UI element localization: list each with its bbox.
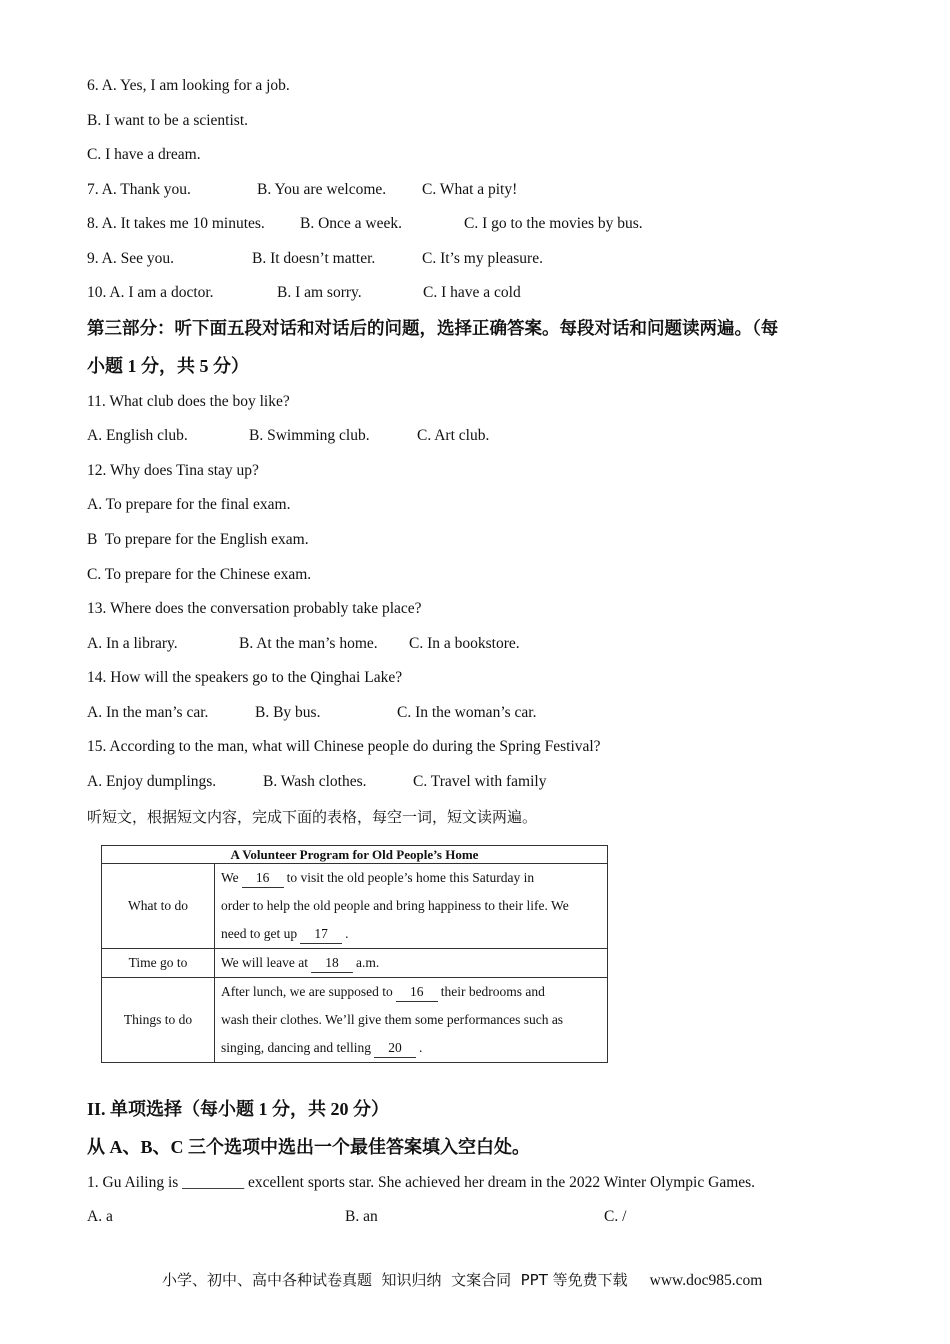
- q7-option-a: 7. A. Thank you.: [87, 181, 191, 198]
- q8-option-a: 8. A. It takes me 10 minutes.: [87, 215, 265, 232]
- table-title: A Volunteer Program for Old People’s Home: [102, 846, 608, 864]
- q10-option-a: 10. A. I am a doctor.: [87, 284, 214, 301]
- blank-16b: 16: [396, 983, 438, 1002]
- q10-option-c: C. I have a cold: [423, 284, 521, 301]
- q12-option-a: A. To prepare for the final exam.: [87, 496, 291, 513]
- blank-16: 16: [242, 869, 284, 888]
- q14-question: 14. How will the speakers go to the Qinghai Lake?: [87, 669, 403, 686]
- q15-option-a: A. Enjoy dumplings.: [87, 773, 217, 790]
- q12-option-b: B To prepare for the English exam.: [87, 531, 309, 548]
- row-label-things-to-do: Things to do: [102, 978, 215, 1063]
- part4-instruction: 听短文，根据短文内容，完成下面的表格，每空一词，短文读两遍。: [87, 808, 538, 826]
- q8-option-b: B. Once a week.: [300, 215, 402, 232]
- q12-option-c: C. To prepare for the Chinese exam.: [87, 566, 312, 583]
- q6-option-c: C. I have a dream.: [87, 146, 201, 163]
- q12-question: 12. Why does Tina stay up?: [87, 462, 259, 479]
- q8-option-c: C. I go to the movies by bus.: [464, 215, 643, 232]
- footer-url[interactable]: www.doc985.com: [649, 1272, 763, 1289]
- row-label-time-go-to: Time go to: [102, 949, 215, 978]
- q15-option-c: C. Travel with family: [413, 773, 547, 790]
- part3-heading-line2: 小题 1 分，共 5 分）: [87, 356, 249, 376]
- section2-heading: II. 单项选择（每小题 1 分，共 20 分）: [87, 1099, 390, 1119]
- q6-option-a: 6. A. Yes, I am looking for a job.: [87, 77, 290, 94]
- section2-subheading: 从 A、B、C 三个选项中选出一个最佳答案填入空白处。: [87, 1137, 531, 1157]
- row-label-what-to-do: What to do: [102, 864, 215, 949]
- footer-text: 小学、初中、高中各种试卷真题 知识归纳 文案合同 PPT 等免费下载: [162, 1271, 628, 1289]
- q11-option-c: C. Art club.: [417, 427, 490, 444]
- row-content-time-go-to: We will leave at 18 a.m.: [215, 949, 608, 978]
- row-content-what-to-do: We 16 to visit the old people’s home this Saturday in order to help the old people and bring happiness to their life. We need to get up 17 .: [215, 864, 608, 949]
- s2-q1-option-c: C. /: [604, 1208, 627, 1225]
- q9-option-b: B. It doesn’t matter.: [252, 250, 376, 267]
- q7-option-b: B. You are welcome.: [257, 181, 387, 198]
- q14-option-a: A. In the man’s car.: [87, 704, 209, 721]
- blank-20: 20: [374, 1039, 416, 1058]
- q15-question: 15. According to the man, what will Chinese people do during the Spring Festival?: [87, 738, 601, 755]
- q13-option-c: C. In a bookstore.: [409, 635, 520, 652]
- q15-option-b: B. Wash clothes.: [263, 773, 367, 790]
- q6-option-b: B. I want to be a scientist.: [87, 112, 248, 129]
- s2-q1-option-a: A. a: [87, 1208, 113, 1225]
- q7-option-c: C. What a pity!: [422, 181, 518, 198]
- q13-option-b: B. At the man’s home.: [239, 635, 378, 652]
- page-footer: [162, 1269, 762, 1290]
- q11-option-b: B. Swimming club.: [249, 427, 370, 444]
- q13-option-a: A. In a library.: [87, 635, 178, 652]
- row-content-things-to-do: After lunch, we are supposed to 16 their bedrooms and wash their clothes. We’ll give them some performances such as singing, dancing and telling 20 .: [215, 978, 608, 1063]
- q9-option-a: 9. A. See you.: [87, 250, 174, 267]
- q14-option-c: C. In the woman’s car.: [397, 704, 537, 721]
- part3-heading-line1: 第三部分：听下面五段对话和对话后的问题，选择正确答案。每段对话和问题读两遍。（每: [87, 318, 779, 338]
- blank-18: 18: [311, 954, 353, 973]
- q11-question: 11. What club does the boy like?: [87, 393, 290, 410]
- q9-option-c: C. It’s my pleasure.: [422, 250, 543, 267]
- q10-option-b: B. I am sorry.: [277, 284, 362, 301]
- s2-q1-option-b: B. an: [345, 1208, 378, 1225]
- volunteer-table: [101, 845, 608, 1063]
- q14-option-b: B. By bus.: [255, 704, 321, 721]
- q11-option-a: A. English club.: [87, 427, 188, 444]
- blank-17: 17: [300, 925, 342, 944]
- s2-q1-question: 1. Gu Ailing is ________ excellent sports star. She achieved her dream in the 2022 Winter Olympic Games.: [87, 1174, 756, 1191]
- q13-question: 13. Where does the conversation probably take place?: [87, 600, 422, 617]
